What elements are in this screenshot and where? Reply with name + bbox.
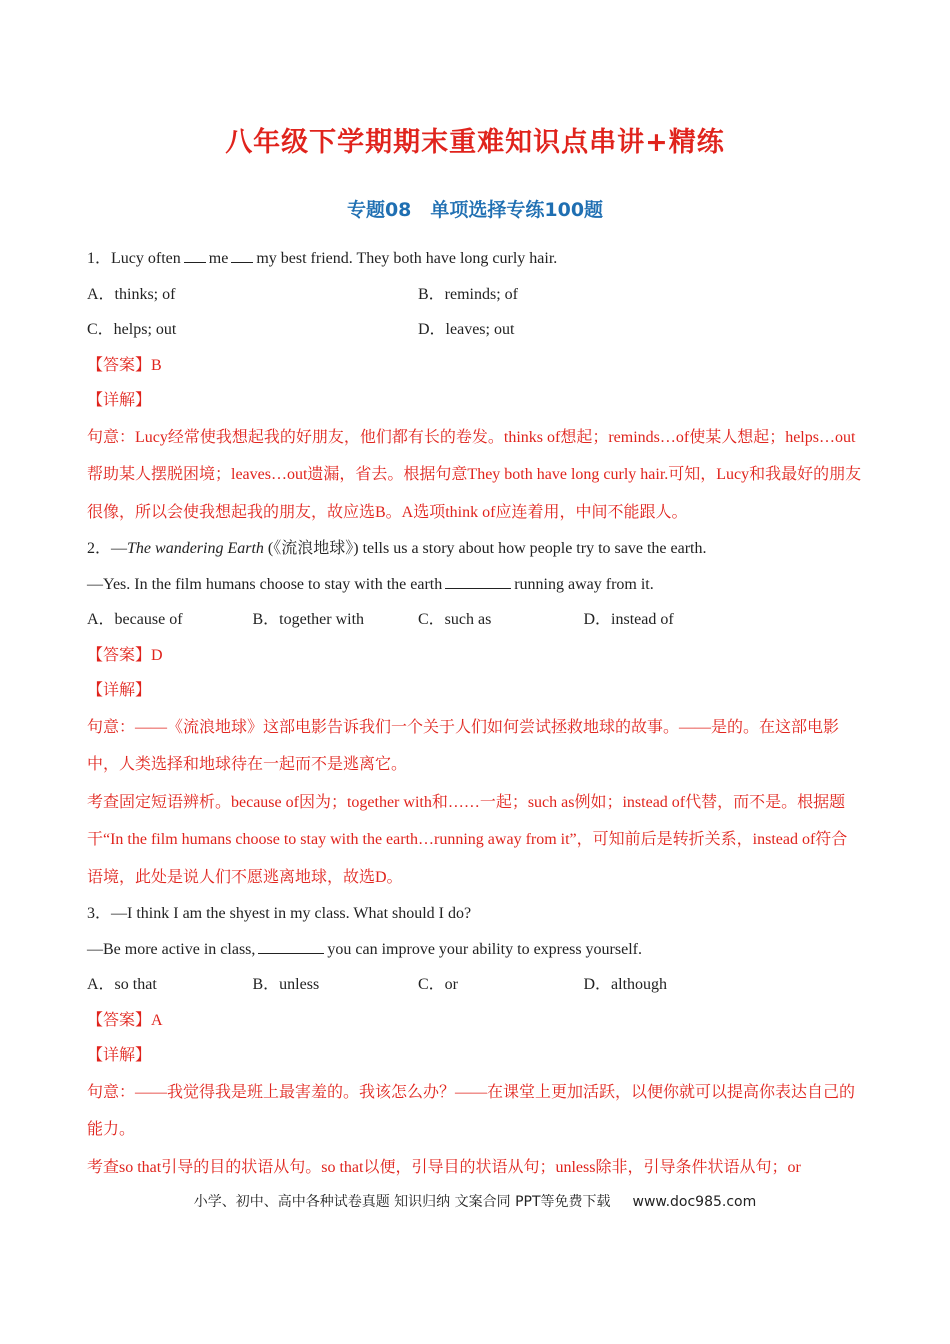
question-3-explanation-analysis: 考查so that引导的目的状语从句。so that以便，引导目的状语从句；unless除非，引导条件状语从句；or [87, 1158, 801, 1176]
question-3-answer: 【答案】A [87, 1011, 163, 1029]
dialogue-dash: — [111, 540, 128, 557]
stem-text: me [208, 250, 229, 267]
question-2-answer: 【答案】D [87, 646, 163, 664]
question-2-detail-label: 【详解】 [87, 682, 152, 699]
question-3-stem [87, 896, 863, 932]
option-c: C．helps; out [87, 321, 177, 338]
question-2-explanation-translation: 句意：——《流浪地球》这部电影告诉我们一个关于人们如何尝试拯救地球的故事。——是的。在这部电影中，人类选择和地球待在一起而不是逃离它。 [87, 718, 840, 773]
answer-blank [445, 572, 511, 589]
question-number: 3． [87, 905, 112, 922]
question-1-stem [87, 241, 863, 277]
question-2-reply [87, 567, 863, 603]
question-1-detail-label: 【详解】 [87, 392, 152, 409]
option-d: D．although [583, 976, 668, 993]
stem-text: running away from it. [514, 575, 654, 593]
stem-text: Lucy often [111, 250, 181, 267]
answer-blank [258, 937, 324, 954]
option-c: C．such as [418, 611, 492, 628]
option-a: A．thinks; of [87, 285, 176, 303]
option-a: A．because of [87, 611, 183, 628]
stem-text: (《流浪地球》) tells us a story about how people try to save the earth. [263, 540, 707, 557]
question-3-reply [87, 932, 863, 968]
stem-text: —Be more active in class, [87, 940, 256, 958]
question-content [87, 241, 863, 1186]
option-d: D．leaves; out [418, 321, 515, 338]
page-footer [0, 1191, 950, 1211]
question-2-explanation-analysis: 考查固定短语辨析。because of因为；together with和……一起；such as例如；instead of代替，而不是。根据题干“In the film humans choose to stay with the earth…running away from it”，可知前后是转折关系，instead of符合语境，此处是说人们不愿逃离地球，故选D。 [87, 793, 848, 886]
question-number: 2． [87, 540, 112, 557]
stem-text: you can improve your ability to express yourself. [327, 940, 642, 958]
document-title: 八年级下学期期末重难知识点串讲+精练 [225, 127, 725, 158]
stem-text: my best friend. They both have long curly hair. [256, 250, 558, 267]
option-b: B．reminds; of [418, 285, 518, 303]
footer-text: 小学、初中、高中各种试卷真题 知识归纳 文案合同 PPT等免费下载 [193, 1194, 611, 1210]
film-title: The wandering Earth [127, 540, 264, 557]
question-1-answer: 【答案】B [87, 356, 162, 374]
question-2-stem [87, 531, 863, 567]
question-3-detail-label: 【详解】 [87, 1047, 152, 1064]
option-c: C．or [418, 976, 459, 993]
answer-blank [231, 246, 253, 263]
question-1-options-row-2 [87, 312, 863, 348]
question-3-explanation-translation: 句意：——我觉得我是班上最害羞的。我该怎么办？——在课堂上更加活跃，以便你就可以提高你表达自己的能力。 [87, 1083, 856, 1138]
stem-text: —Yes. In the film humans choose to stay with the earth [87, 575, 443, 593]
question-3-options [87, 967, 863, 1003]
option-a: A．so that [87, 976, 157, 993]
document-subtitle: 专题08 单项选择专练100题 [346, 199, 604, 221]
question-number: 1． [87, 250, 112, 267]
question-1-explanation: 句意：Lucy经常使我想起我的好朋友，他们都有长的卷发。thinks of想起；reminds…of使某人想起；helps…out帮助某人摆脱困境；leaves…out遗漏，省去。根据句意They both have long curly hair.可知，Lucy和我最好的朋友很像，所以会使我想起我的朋友，故应选B。A选项think of应连着用，中间不能跟人。 [87, 428, 862, 521]
footer-website-link[interactable]: www.doc985.com [632, 1194, 757, 1210]
question-2-options [87, 602, 863, 638]
question-1-options-row-1 [87, 277, 863, 313]
answer-blank [184, 246, 206, 263]
option-b: B．together with [252, 611, 365, 628]
option-d: D．instead of [583, 611, 674, 628]
stem-text: —I think I am the shyest in my class. What should I do? [111, 905, 472, 922]
option-b: B．unless [252, 976, 320, 993]
